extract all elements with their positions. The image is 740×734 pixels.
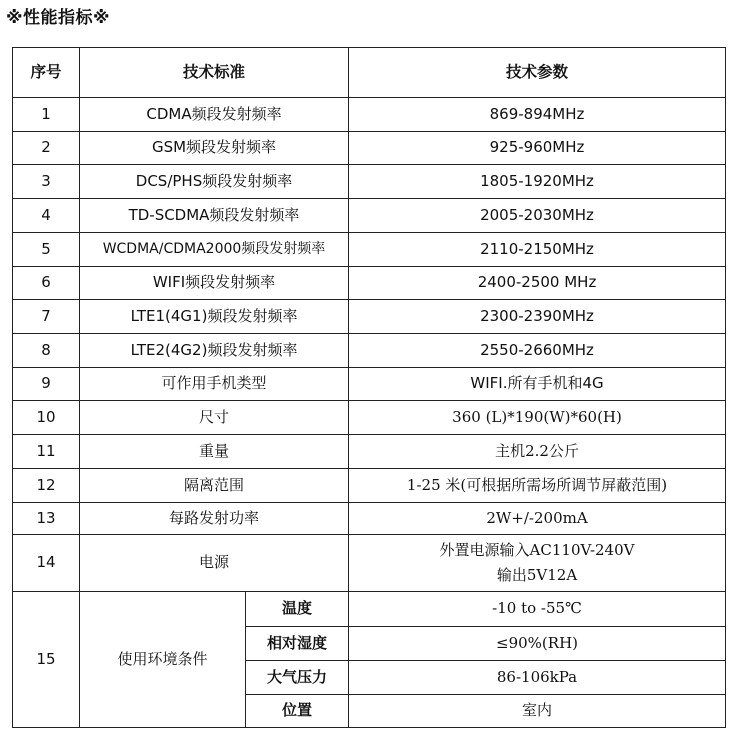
row-params	[349, 535, 726, 592]
row-standard: 重量	[80, 435, 349, 469]
table-row	[13, 334, 726, 368]
row-standard: 每路发射功率	[80, 503, 349, 535]
power-input-line: 外置电源输入AC110V-240V	[439, 540, 635, 559]
row-standard: GSM频段发射频率	[80, 132, 349, 165]
row-no: 13	[13, 503, 80, 535]
row-params: 2400-2500 MHz	[349, 267, 726, 300]
table-row	[13, 435, 726, 469]
spec-table	[12, 47, 726, 728]
table-row	[13, 368, 726, 401]
row-params: 2W+/-200mA	[349, 503, 726, 535]
row-no: 15	[13, 592, 80, 728]
page-title: ※性能指标※	[6, 8, 111, 28]
header-params: 技术参数	[349, 48, 726, 98]
row-no: 3	[13, 165, 80, 199]
env-label: 大气压力	[246, 661, 349, 695]
env-value: 室内	[349, 695, 726, 728]
row-standard: LTE2(4G2)频段发射频率	[80, 334, 349, 368]
row-params: 360 (L)*190(W)*60(H)	[349, 401, 726, 435]
row-standard: DCS/PHS频段发射频率	[80, 165, 349, 199]
row-params: 主机2.2公斤	[349, 435, 726, 469]
row-standard: TD-SCDMA频段发射频率	[80, 199, 349, 233]
row-no: 6	[13, 267, 80, 300]
row-standard: 隔离范围	[80, 469, 349, 503]
row-no: 2	[13, 132, 80, 165]
row-standard: 使用环境条件	[80, 592, 246, 728]
row-params: 2110-2150MHz	[349, 233, 726, 267]
env-label: 温度	[246, 592, 349, 627]
row-standard: WIFI频段发射频率	[80, 267, 349, 300]
row-no: 1	[13, 98, 80, 132]
row-no: 8	[13, 334, 80, 368]
row-params: 925-960MHz	[349, 132, 726, 165]
env-value: 86-106kPa	[349, 661, 726, 695]
table-header-row	[13, 48, 726, 98]
row-params: 2005-2030MHz	[349, 199, 726, 233]
table-row	[13, 592, 726, 627]
table-row	[13, 535, 726, 592]
row-standard: 可作用手机类型	[80, 368, 349, 401]
row-no: 5	[13, 233, 80, 267]
table-row	[13, 300, 726, 334]
row-params: 2300-2390MHz	[349, 300, 726, 334]
row-standard: 尺寸	[80, 401, 349, 435]
table-row	[13, 98, 726, 132]
table-row	[13, 267, 726, 300]
row-params: 1805-1920MHz	[349, 165, 726, 199]
row-no: 4	[13, 199, 80, 233]
table-row	[13, 165, 726, 199]
env-label: 相对湿度	[246, 627, 349, 661]
env-value: ≤90%(RH)	[349, 627, 726, 661]
env-label: 位置	[246, 695, 349, 728]
row-params: 869-894MHz	[349, 98, 726, 132]
table-row	[13, 132, 726, 165]
row-no: 10	[13, 401, 80, 435]
row-no: 11	[13, 435, 80, 469]
power-output-line: 输出5V12A	[496, 566, 578, 584]
row-standard: WCDMA/CDMA2000频段发射频率	[80, 233, 349, 267]
row-no: 14	[13, 535, 80, 592]
table-row	[13, 401, 726, 435]
table-row	[13, 503, 726, 535]
row-params: 2550-2660MHz	[349, 334, 726, 368]
table-row	[13, 469, 726, 503]
row-no: 12	[13, 469, 80, 503]
row-params: WIFI.所有手机和4G	[349, 368, 726, 401]
header-no: 序号	[13, 48, 80, 98]
header-standard: 技术标准	[80, 48, 349, 98]
table-row	[13, 233, 726, 267]
row-standard: 电源	[80, 535, 349, 592]
row-params: 1-25 米(可根据所需场所调节屏蔽范围)	[349, 469, 726, 503]
row-no: 9	[13, 368, 80, 401]
table-row	[13, 199, 726, 233]
row-standard: LTE1(4G1)频段发射频率	[80, 300, 349, 334]
env-value: -10 to -55℃	[349, 592, 726, 627]
row-no: 7	[13, 300, 80, 334]
row-standard: CDMA频段发射频率	[80, 98, 349, 132]
